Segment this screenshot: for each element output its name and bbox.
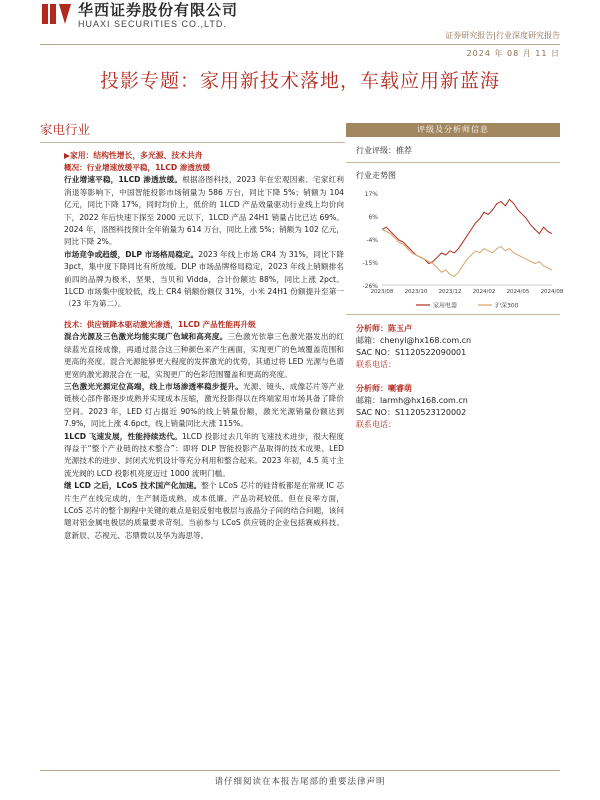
x-tick-label: 2023/12 [438,289,462,295]
paragraph-lead: 市场竞争或趋缓，DLP 市场格局稳定。 [64,249,199,259]
logo-mark-icon [42,2,72,26]
paragraph-text: 1LCD 投影过去几年的飞速技术进步，很大程度得益于“整个产业链的技术整合”：即将 DLP 智能投影产品取得的技术成果、LED 光源技术的进步、封闭式光机设计等充分利用和整合起来。2023 年初，4.5 英寸主流光阀的 LCD 投影机亮度迈过 1000 流明门槛。 [64,431,344,478]
paragraph [64,331,344,381]
footer-divider [40,770,560,771]
series-line-1 [382,199,552,263]
paragraph-lead: 继 LCD 之后，LCoS 技术国产化加速。 [64,481,202,491]
company-name-en: HUAXI SECURITIES CO.,LTD. [78,19,227,29]
report-title: 投影专题：家用新技术落地，车载应用新蓝海 [99,70,500,92]
legend-label: 家用电器 [433,302,458,310]
paragraph [64,249,344,311]
analyst-sac: SAC NO：S1120522090001 [356,348,467,357]
analyst-name: 分析师：陈玉卢 [356,324,412,333]
trend-chart [346,185,564,315]
section-heading-home: ▶家用：结构性增长，多光源、技术共舟 [64,151,203,160]
company-name-cn: 华西证券股份有限公司 [78,1,239,19]
y-tick-label: 6% [368,214,378,221]
paragraph-text: 整个 LCoS 芯片的硅背板都是在常规 IC 芯片生产在线完成的，生产制造成熟、成本低廉、产品功耗较低。但在良率方面，LCoS 芯片的整个制程中关键的难点是铝反射电极层与液晶分子间的结合问题，该问题对铝金属电极层的质量要求苛刻。当前参与 LCoS 供应链的企业包括赛威科技、意新辰、芯视元、芯鼎微以及华为海思等。 [64,481,344,540]
legal-notice: 请仔细阅读在本报告尾部的重要法律声明 [214,777,386,787]
paragraph [64,480,344,542]
paragraph-lead: 1LCD 飞速发展，性能持续迭代。 [64,431,182,441]
trend-chart-label: 行业走势图 [356,171,396,180]
x-tick-label: 2023/08 [370,289,394,295]
analyst-block [346,315,560,431]
legend-label: 沪深300 [495,302,519,310]
paragraph-text: 根据洛图科技，2023 年在宏观因素、宅家红利消退等影响下，中国智能投影市场销量为 586 万台，同比下降 5%；销额为 104 亿元，同比下降 17%，同时均价上，低价的 1LCD 产品效量驱动行业线上均价向下，2022 年后快速下探至 2000 元以下，1LCD 产品 24H1 销量占比已达 69%。2024 年，洛图科技预计全年销量为 614 万台，同比上涨 5%；销额为 102 亿元，同比下降 2%。 [64,175,344,247]
x-tick-label: 2024/05 [506,289,530,295]
sector-name: 家电行业 [40,122,91,137]
company-logo [42,2,238,30]
y-tick-label: -26% [362,283,378,290]
header-divider [40,44,560,45]
x-tick-label: 2024/02 [472,289,496,295]
paragraph-lead: 三色激光光源定位高端，线上市场渗透率稳步提升。 [64,381,244,391]
paragraph [64,174,344,248]
industry-rating: 行业评级：推荐 [346,137,560,163]
report-date: 2024 年 08 月 11 日 [466,49,560,58]
section-heading-tech: 技术：供应链降本驱动激光渗透，1LCD 产品性能再升级 [64,319,256,329]
paragraph-text: 2023 年线上市场 CR4 为 31%，同比下降 3pct，集中度下降同比有所放缓。DLP 市场品牌格局稳定，2023 年线上销额排名前四的品牌为极米、坚果、当贝和 Vidda，合计份额达 88%，同比上涨 2pct。1LCD 市场集中度较低，线上 CR4 销额份额仅 31%，小米 24H1 份额提升至第一（23 年为第二）。 [64,249,344,309]
overview-heading: 概况：行业增速放缓平稳，1LCD 渗透放缓 [64,163,211,172]
paragraph [64,381,344,431]
analyst-name: 分析师：喇睿萌 [356,384,412,393]
analyst-contact: 联系电话： [356,420,396,429]
analyst-email: 邮箱：chenyl@hx168.com.cn [356,336,472,345]
y-tick-label: 17% [364,191,378,198]
y-tick-label: -4% [366,237,378,244]
x-tick-label: 2024/08 [540,289,564,295]
paragraph-lead: 行业增速平稳，1LCD 渗透放缓。 [64,175,183,185]
sidebar-header: 评级及分析师信息 [346,123,560,137]
x-tick-label: 2023/10 [404,289,428,295]
analyst-sac: SAC NO：S1120523120002 [356,408,467,417]
sidebar [346,123,564,431]
paragraph-lead: 混合光源及三色激光均能实现广色域和高亮度。 [64,332,228,342]
paragraph-text: 光源、镜头、成像芯片等产业链核心部件都逐步成熟并实现成本压缩，激光投影得以在终端家用市场具备了降价空间。2023 年，LED 灯占据近 90%的线上销量份额，激光光源销量份额达到 7.9%，同比上涨 4.6pct，线上销量同比大涨 115%。 [64,381,345,429]
paragraph [64,431,344,481]
sector-divider [40,142,345,143]
report-type: 证券研究报告|行业深度研究报告 [445,31,560,40]
analyst-email: 邮箱：larmh@hx168.com.cn [356,396,468,405]
trend-chart-svg [346,185,564,315]
report-body [64,150,344,542]
analyst-contact: 联系电话： [356,360,396,369]
y-tick-label: -15% [362,260,378,267]
paragraph-text: 三色激光依靠三色激光器发出的红绿蓝光直接成像，再通过混合这三种颜色来产生画面，实现更广的色域覆盖范围和更高的亮度。混合光源能够更大程度的发挥激光的优势，其通过将 LED 光源与色谱更宽的激光源混合在一起，实现更广的色彩范围覆盖和更高的亮度。 [64,332,345,379]
